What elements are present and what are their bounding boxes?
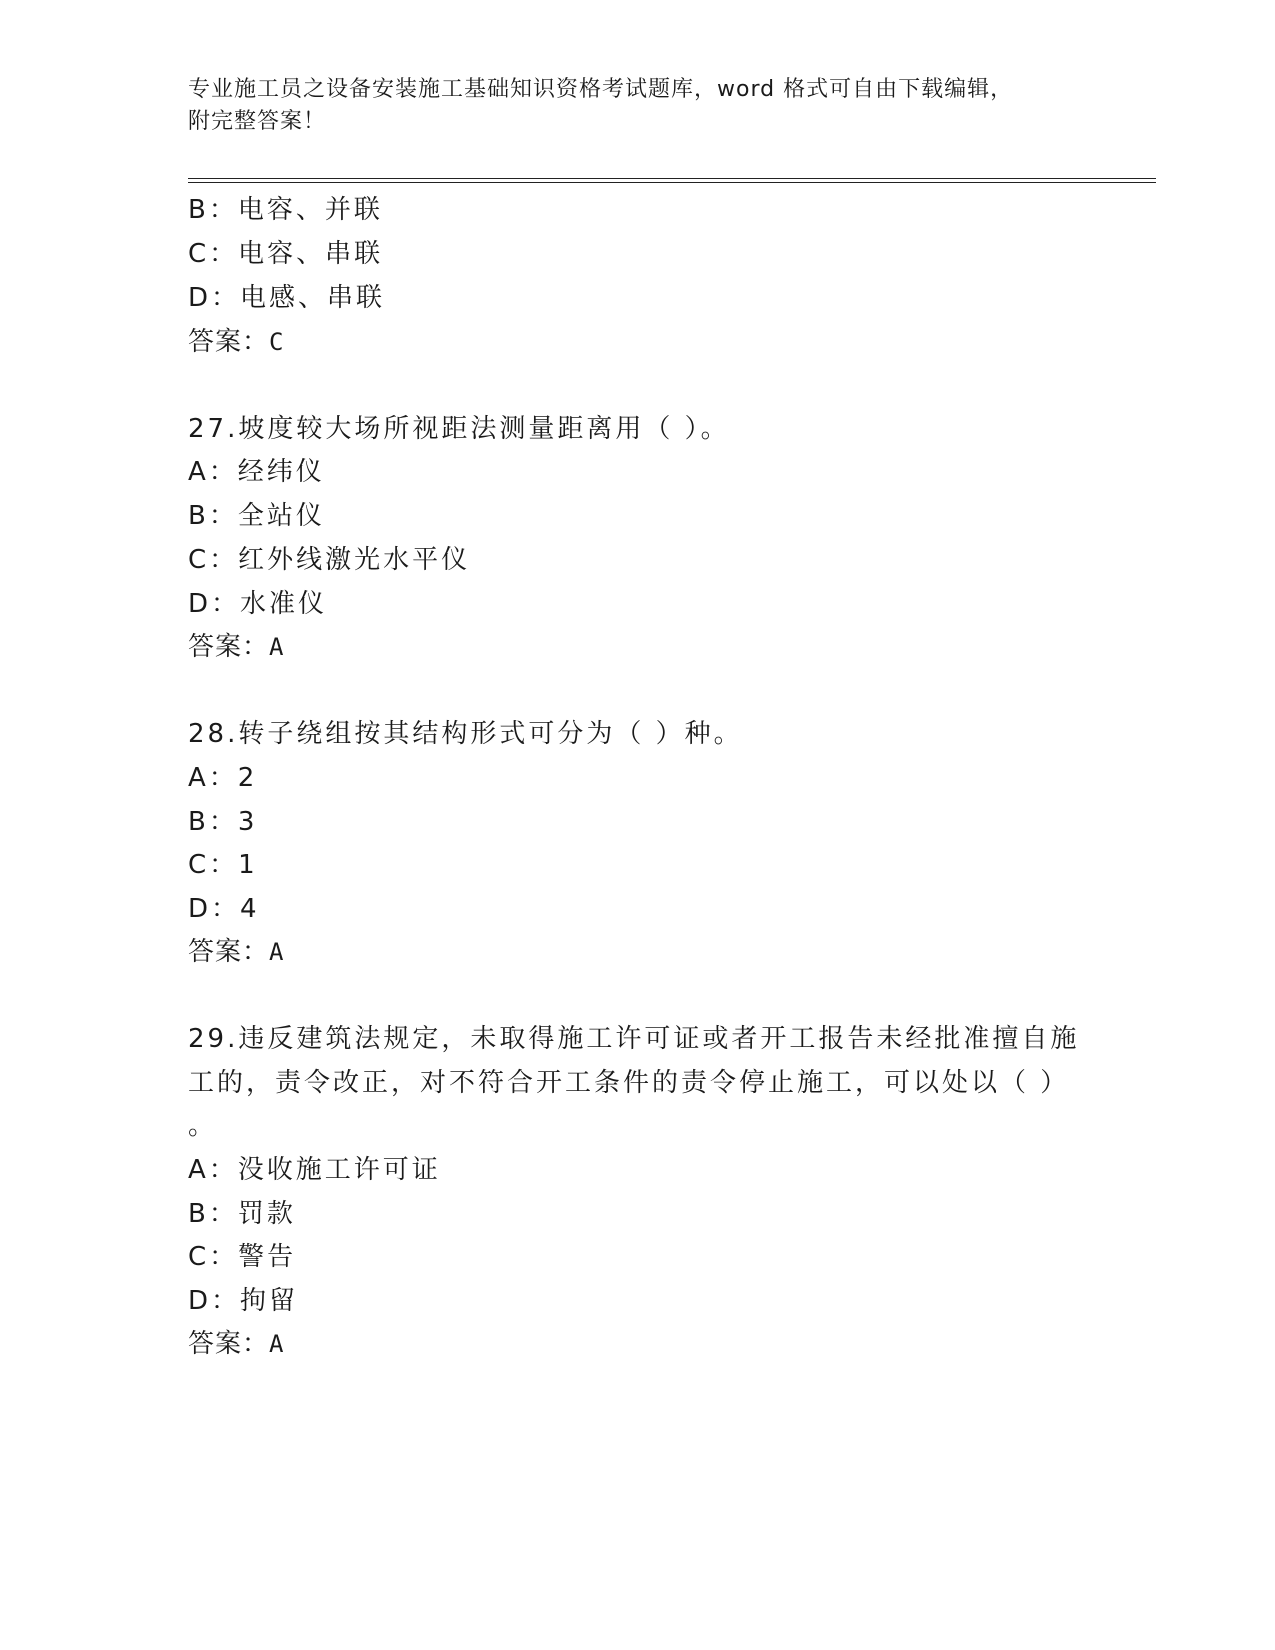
q29-stem-line-1: 29.违反建筑法规定，未取得施工许可证或者开工报告未经批准擅自施 — [188, 1024, 1080, 1054]
answer-label: 答案： — [188, 937, 270, 967]
q27-answer — [188, 631, 284, 663]
q29-option-c: C：警告 — [188, 1242, 297, 1272]
q29-stem-line-3: 。 — [188, 1111, 218, 1141]
q29-option-a: A：没收施工许可证 — [188, 1155, 441, 1185]
header-line-1: 专业施工员之设备安装施工基础知识资格考试题库，word 格式可自由下载编辑， — [188, 77, 1014, 102]
header-divider-top — [188, 178, 1156, 179]
q27-option-b: B：全站仪 — [188, 501, 325, 531]
q26-option-b: B：电容、并联 — [188, 195, 383, 225]
q29-stem-line-2: 工的，责令改正，对不符合开工条件的责令停止施工，可以处以（ ） — [188, 1068, 1070, 1098]
q28-option-c: C：1 — [188, 850, 258, 880]
q29-option-d: D：拘留 — [188, 1286, 299, 1316]
answer-value: A — [269, 633, 285, 661]
answer-value: A — [269, 1330, 285, 1358]
answer-value: C — [269, 328, 285, 356]
q28-stem: 28.转子绕组按其结构形式可分为（ ）种。 — [188, 719, 743, 749]
q28-option-b: B：3 — [188, 807, 258, 837]
header-line-2: 附完整答案！ — [188, 109, 327, 134]
q26-answer — [188, 326, 284, 358]
q28-option-d: D：4 — [188, 894, 260, 924]
q28-answer — [188, 936, 284, 968]
q26-option-c: C：电容、串联 — [188, 239, 384, 269]
q29-answer — [188, 1328, 284, 1360]
q27-option-d: D：水准仪 — [188, 589, 328, 619]
q27-option-a: A：经纬仪 — [188, 457, 325, 487]
answer-label: 答案： — [188, 632, 270, 662]
header-divider-bottom — [188, 182, 1156, 183]
q29-option-b: B：罚款 — [188, 1199, 296, 1229]
q27-option-c: C：红外线激光水平仪 — [188, 545, 471, 575]
q26-option-d: D：电感、串联 — [188, 283, 386, 313]
answer-label: 答案： — [188, 327, 270, 357]
q28-option-a: A：2 — [188, 763, 258, 793]
answer-value: A — [269, 938, 285, 966]
answer-label: 答案： — [188, 1329, 270, 1359]
q27-stem: 27.坡度较大场所视距法测量距离用（ ）。 — [188, 414, 730, 444]
document-header — [188, 74, 1068, 138]
